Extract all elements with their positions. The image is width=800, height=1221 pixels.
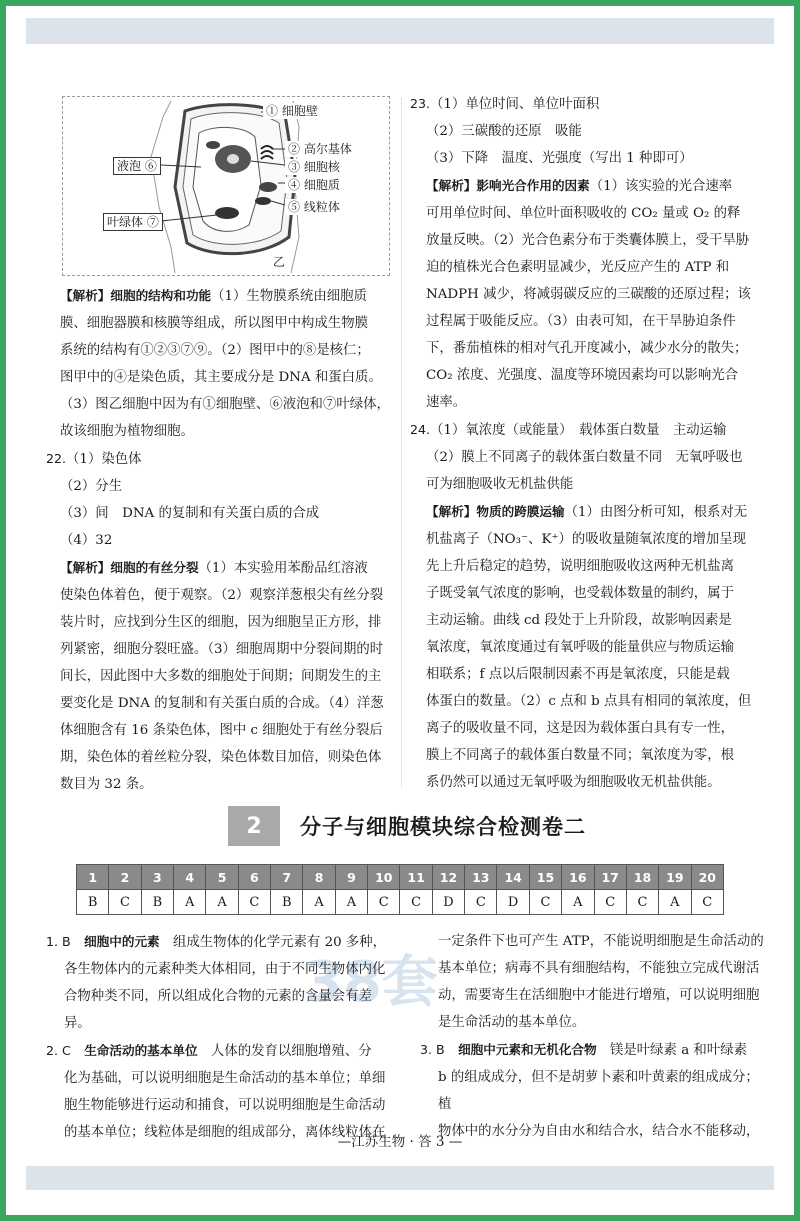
answer-letter-cell: C [626,890,658,915]
item-2-line: 的基本单位；线粒体是细胞的组成部分，离体线粒体在 [64,1125,386,1140]
analysis-4-line: 离子的吸收量不同，这是因为载体蛋白具有专一性， [426,721,734,736]
label-vacuole: 液泡 ⑥ [113,157,161,175]
analysis-1-line: 系统的结构有①②③⑦⑨。（2）图甲中的⑧是核仁； [60,343,370,358]
answer-letter-cell: A [174,890,206,915]
answer-number-cell: 14 [497,865,529,890]
answer-number-cell: 15 [529,865,561,890]
analysis-4-line: 子既受氧气浓度的影响，也受载体数量的制约，属于 [426,586,734,601]
answer-letter-cell: C [465,890,497,915]
answer-number-cell: 17 [594,865,626,890]
analysis-2-line: 要变化是 DNA 的复制和有关蛋白质的合成。（4）洋葱 [60,696,384,711]
q22-answer-3: （3）间 DNA 的复制和有关蛋白质的合成 [60,506,320,521]
page [6,6,794,1215]
analysis-3-line: 速率。 [426,395,467,410]
analysis-2-line-1: 【解析】细胞的有丝分裂（1）本实验用苯酚品红溶液 [60,560,368,576]
bottom-right-column [420,928,768,1145]
answer-letter-cell: A [303,890,335,915]
section-header [228,806,586,846]
item-1-line-1: 1. B 细胞中的元素 组成生物体的化学元素有 20 多种， [46,934,387,950]
q22-answer-2: （2）分生 [60,479,123,494]
analysis-1-line: 图甲中的④是染色质，其主要成分是 DNA 和蛋白质。 [60,370,382,385]
analysis-1-line: （3）图乙细胞中因为有①细胞壁、⑥液泡和⑦叶绿体， [60,397,390,412]
item-3-line: b 的组成成分，但不是胡萝卜素和叶黄素的组成成分；植 [438,1070,759,1112]
answer-number-cell: 5 [206,865,238,890]
answer-letter-row [77,890,724,915]
item-2-cont-line: 基本单位；病毒不具有细胞结构，不能独立完成代谢活 [438,961,760,976]
analysis-1-line: 膜、细胞器膜和核膜等组成，所以图甲中构成生物膜 [60,316,368,331]
answer-number-cell: 19 [659,865,691,890]
analysis-4-line: 系仍然可以通过无氧呼吸为细胞吸收无机盐供能。 [426,775,721,790]
answer-number-cell: 11 [400,865,432,890]
item-2-cont-line: 是生命活动的基本单位。 [438,1015,586,1030]
answer-letter-cell: D [432,890,464,915]
answer-letter-cell: A [562,890,594,915]
analysis-3-line: 可用单位时间、单位叶面积吸收的 CO₂ 量或 O₂ 的释 [426,206,741,221]
label-golgi: ② 高尔基体 [285,141,355,157]
item-2-line: 化为基础，可以说明细胞是生命活动的基本单位；单细 [64,1071,386,1086]
bottom-bar [26,1166,774,1190]
answer-number-cell: 20 [691,865,723,890]
page-footer: —江苏生物 · 答 3 — [337,1134,463,1150]
answer-number-row [77,865,724,890]
item-2-cont-line: 一定条件下也可产生 ATP，不能说明细胞是生命活动的 [438,934,764,949]
figure-caption: 乙 [273,255,286,269]
analysis-3-line: CO₂ 浓度、光强度、温度等环境因素均可以影响光合 [426,368,739,383]
answer-letter-cell: D [497,890,529,915]
q23-answer-1: 23.（1）单位时间、单位叶面积 [410,96,600,112]
answer-number-cell: 8 [303,865,335,890]
analysis-3-line-1: 【解析】影响光合作用的因素（1）该实验的光合速率 [426,178,733,194]
q22-answer-1: 22.（1）染色体 [46,451,142,467]
section-number: 2 [228,806,280,846]
label-mitochondria: ⑤ 线粒体 [285,199,343,215]
item-3-line: 物体中的水分分为自由水和结合水，结合水不能移动， [438,1124,760,1139]
answer-letter-cell: C [109,890,141,915]
analysis-2-line: 数目为 32 条。 [60,777,153,792]
answer-number-cell: 4 [174,865,206,890]
answer-number-cell: 6 [238,865,270,890]
q24-answer-3: 可为细胞吸收无机盐供能 [426,477,574,492]
analysis-4-line: 氧浓度，氧浓度通过有氧呼吸的能量供应与物质运输 [426,640,734,655]
answer-letter-cell: A [659,890,691,915]
analysis-1-line: 故该细胞为植物细胞。 [60,424,194,439]
analysis-2-line: 列紧密，细胞分裂旺盛。（3）细胞周期中分裂间期的时 [60,642,384,657]
label-nucleus: ③ 细胞核 [285,159,343,175]
top-bar [26,18,774,44]
analysis-4-line: 体蛋白的数量。（2）c 点和 b 点具有相同的氧浓度，但 [426,694,752,709]
answer-letter-cell: C [691,890,723,915]
answer-letter-cell: C [529,890,561,915]
item-1-line: 合物种类不同，所以组成化合物的元素的含量会有差异。 [64,989,372,1031]
q24-answer-1: 24.（1）氧浓度（或能量） 载体蛋白数量 主动运输 [410,422,727,438]
q23-answer-2: （2）三碳酸的还原 吸能 [426,124,582,139]
answer-number-cell: 13 [465,865,497,890]
analysis-4-line-1: 【解析】物质的跨膜运输（1）由图分析可知，根系对无 [426,504,748,520]
column-divider [401,98,402,788]
item-2-line: 胞生物能够进行运动和捕食，可以说明细胞是生命活动 [64,1098,386,1113]
answer-letter-cell: C [238,890,270,915]
q24-answer-2: （2）膜上不同离子的载体蛋白数量不同 无氧呼吸也 [426,450,743,465]
answer-number-cell: 10 [368,865,400,890]
label-cell-wall: ① 细胞壁 [263,103,321,119]
analysis-3-line: 放量反映。（2）光合色素分布于类囊体膜上，受干旱胁 [426,233,750,248]
answer-letter-cell: B [141,890,173,915]
analysis-3-line: 下，番茄植株的相对气孔开度减小，减少水分的散失； [426,341,748,356]
q23-answer-3: （3）下降 温度、光强度（写出 1 种即可） [426,151,693,166]
left-column [46,282,394,798]
item-1-line: 各生物体内的元素种类大体相同，由于不同生物体内化 [64,962,386,977]
analysis-2-line: 使染色体着色，便于观察。（2）观察洋葱根尖有丝分裂 [60,588,384,603]
analysis-3-line: 过程属于吸能反应。（3）由表可知，在干旱胁迫条件 [426,314,736,329]
answer-letter-cell: C [400,890,432,915]
answer-letter-cell: B [271,890,303,915]
analysis-3-line: 迫的植株光合色素明显减少，光反应产生的 ATP 和 [426,260,730,275]
analysis-1-line-1: 【解析】细胞的结构和功能（1）生物膜系统由细胞质 [60,288,367,304]
answer-number-cell: 1 [77,865,109,890]
item-2-line-1: 2. C 生命活动的基本单位 人体的发育以细胞增殖、分 [46,1043,372,1059]
answer-number-cell: 16 [562,865,594,890]
analysis-3-line: NADPH 减少，将减弱碳反应的三碳酸的还原过程；该 [426,287,751,302]
answer-number-cell: 7 [271,865,303,890]
analysis-4-line: 膜上不同离子的载体蛋白数量不同；氧浓度为零，根 [426,748,734,763]
watermark-text: 38套 [304,950,438,1015]
answer-number-cell: 3 [141,865,173,890]
analysis-4-line: 机盐离子（NO₃⁻、K⁺）的吸收量随氧浓度的增加呈现 [426,532,747,547]
answer-number-cell: 12 [432,865,464,890]
analysis-4-line: 主动运输。曲线 cd 段处于上升阶段，故影响因素是 [426,613,732,628]
analysis-4-line: 相联系；f 点以后限制因素不再是氧浓度，只能是载 [426,667,730,682]
analysis-2-line: 体细胞含有 16 条染色体，图中 c 细胞处于有丝分裂后 [60,723,383,738]
right-column [410,90,766,796]
bottom-left-column [46,928,391,1146]
item-2-cont-line: 动，需要寄生在活细胞中才能进行增殖，可以说明细胞 [438,988,760,1003]
answer-table [76,864,724,915]
label-chloroplast: 叶绿体 ⑦ [103,213,163,231]
answer-letter-cell: A [206,890,238,915]
analysis-2-line: 间长，因此图中大多数的细胞处于间期；间期发生的主 [60,669,382,684]
analysis-2-line: 期，染色体的着丝粒分裂，染色体数目加倍，则染色体 [60,750,382,765]
answer-letter-cell: C [368,890,400,915]
section-title: 分子与细胞模块综合检测卷二 [300,815,586,839]
answer-letter-cell: C [594,890,626,915]
answer-number-cell: 9 [335,865,367,890]
analysis-4-line: 先上升后稳定的趋势，说明细胞吸收这两种无机盐离 [426,559,734,574]
answer-number-cell: 18 [626,865,658,890]
answer-letter-cell: A [335,890,367,915]
item-3-line-1: 3. B 细胞中元素和无机化合物 镁是叶绿素 a 和叶绿素 [420,1042,747,1058]
cell-figure [62,96,390,276]
q22-answer-4: （4）32 [60,533,113,548]
label-cytoplasm: ④ 细胞质 [285,177,343,193]
analysis-2-line: 装片时，应找到分生区的细胞，因为细胞呈正方形，排 [60,615,382,630]
answer-letter-cell: B [77,890,109,915]
answer-number-cell: 2 [109,865,141,890]
